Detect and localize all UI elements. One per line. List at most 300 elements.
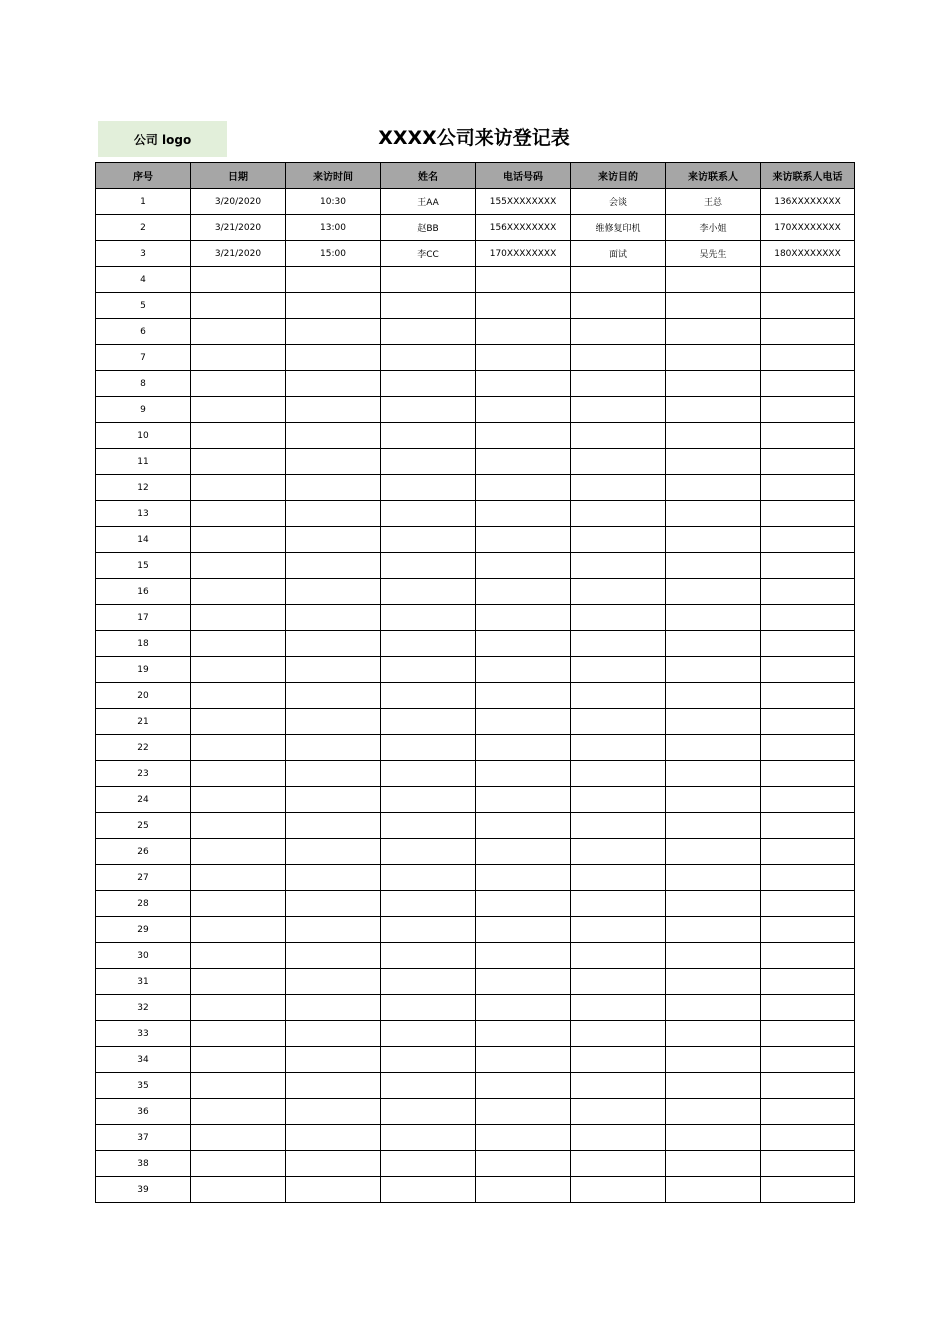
cell-phone	[476, 657, 571, 683]
cell-index: 37	[96, 1125, 191, 1151]
cell-phone	[476, 319, 571, 345]
cell-contact	[666, 631, 761, 657]
cell-purpose	[571, 319, 666, 345]
cell-index: 39	[96, 1177, 191, 1203]
cell-phone	[476, 813, 571, 839]
cell-phone	[476, 943, 571, 969]
cell-visit-time	[286, 1021, 381, 1047]
cell-contact	[666, 1151, 761, 1177]
cell-contact-phone: 136XXXXXXXX	[761, 189, 855, 215]
cell-index: 31	[96, 969, 191, 995]
table-row	[96, 371, 855, 397]
column-header-date: 日期	[191, 163, 286, 189]
table-row	[96, 501, 855, 527]
table-row	[96, 319, 855, 345]
table-row	[96, 813, 855, 839]
cell-name	[381, 1125, 476, 1151]
cell-name	[381, 787, 476, 813]
cell-date	[191, 891, 286, 917]
cell-contact	[666, 813, 761, 839]
cell-purpose	[571, 1021, 666, 1047]
cell-name	[381, 1021, 476, 1047]
cell-date	[191, 1047, 286, 1073]
cell-date	[191, 1021, 286, 1047]
cell-index: 24	[96, 787, 191, 813]
cell-purpose	[571, 657, 666, 683]
cell-phone	[476, 293, 571, 319]
cell-purpose	[571, 605, 666, 631]
cell-purpose: 面试	[571, 241, 666, 267]
cell-purpose	[571, 475, 666, 501]
cell-purpose	[571, 1099, 666, 1125]
cell-phone	[476, 527, 571, 553]
cell-phone: 155XXXXXXXX	[476, 189, 571, 215]
cell-date	[191, 475, 286, 501]
cell-contact-phone	[761, 501, 855, 527]
cell-phone	[476, 631, 571, 657]
cell-name	[381, 475, 476, 501]
cell-phone	[476, 579, 571, 605]
cell-phone	[476, 475, 571, 501]
cell-purpose	[571, 501, 666, 527]
cell-phone	[476, 891, 571, 917]
cell-date	[191, 839, 286, 865]
cell-date: 3/21/2020	[191, 241, 286, 267]
cell-contact-phone	[761, 969, 855, 995]
cell-name	[381, 813, 476, 839]
table-row	[96, 189, 855, 215]
cell-visit-time	[286, 449, 381, 475]
table-row	[96, 1177, 855, 1203]
cell-visit-time	[286, 423, 381, 449]
cell-purpose	[571, 839, 666, 865]
table-row	[96, 1073, 855, 1099]
column-header-contact-phone: 来访联系人电话	[761, 163, 855, 189]
cell-contact	[666, 865, 761, 891]
table-row	[96, 475, 855, 501]
cell-purpose	[571, 397, 666, 423]
cell-index: 4	[96, 267, 191, 293]
cell-contact-phone	[761, 527, 855, 553]
cell-name	[381, 553, 476, 579]
cell-contact	[666, 475, 761, 501]
table-row	[96, 1151, 855, 1177]
cell-name	[381, 683, 476, 709]
cell-date	[191, 1177, 286, 1203]
cell-purpose	[571, 891, 666, 917]
column-header-visit-time: 来访时间	[286, 163, 381, 189]
cell-date	[191, 1125, 286, 1151]
cell-visit-time	[286, 995, 381, 1021]
cell-contact	[666, 423, 761, 449]
cell-index: 30	[96, 943, 191, 969]
cell-contact-phone	[761, 1125, 855, 1151]
cell-name	[381, 969, 476, 995]
cell-contact-phone	[761, 813, 855, 839]
page-title: XXXX公司来访登记表	[378, 127, 570, 149]
table-row	[96, 293, 855, 319]
cell-contact	[666, 319, 761, 345]
cell-visit-time	[286, 813, 381, 839]
cell-visit-time	[286, 969, 381, 995]
cell-purpose	[571, 995, 666, 1021]
cell-index: 27	[96, 865, 191, 891]
cell-contact	[666, 293, 761, 319]
cell-contact-phone	[761, 475, 855, 501]
cell-date	[191, 709, 286, 735]
cell-index: 1	[96, 189, 191, 215]
table-body	[96, 189, 855, 1203]
cell-contact	[666, 1021, 761, 1047]
cell-purpose	[571, 1151, 666, 1177]
cell-contact-phone	[761, 293, 855, 319]
cell-name: 赵BB	[381, 215, 476, 241]
cell-name	[381, 501, 476, 527]
cell-visit-time	[286, 293, 381, 319]
cell-index: 28	[96, 891, 191, 917]
cell-index: 15	[96, 553, 191, 579]
column-header-purpose: 来访目的	[571, 163, 666, 189]
cell-contact-phone: 180XXXXXXXX	[761, 241, 855, 267]
table-row	[96, 605, 855, 631]
cell-contact-phone	[761, 319, 855, 345]
cell-visit-time	[286, 631, 381, 657]
cell-phone	[476, 267, 571, 293]
cell-name	[381, 319, 476, 345]
cell-contact: 吴先生	[666, 241, 761, 267]
table-row	[96, 761, 855, 787]
cell-phone	[476, 501, 571, 527]
cell-purpose	[571, 709, 666, 735]
cell-name	[381, 1099, 476, 1125]
cell-phone: 170XXXXXXXX	[476, 241, 571, 267]
cell-index: 13	[96, 501, 191, 527]
cell-name	[381, 293, 476, 319]
cell-contact-phone	[761, 423, 855, 449]
cell-contact-phone	[761, 579, 855, 605]
cell-contact	[666, 709, 761, 735]
cell-contact-phone	[761, 683, 855, 709]
cell-phone	[476, 1099, 571, 1125]
table-row	[96, 839, 855, 865]
cell-visit-time	[286, 553, 381, 579]
cell-index: 11	[96, 449, 191, 475]
cell-contact-phone	[761, 1047, 855, 1073]
cell-name	[381, 761, 476, 787]
cell-visit-time	[286, 735, 381, 761]
cell-contact	[666, 787, 761, 813]
cell-contact	[666, 891, 761, 917]
cell-contact	[666, 683, 761, 709]
cell-purpose	[571, 969, 666, 995]
cell-date	[191, 293, 286, 319]
column-header-contact: 来访联系人	[666, 163, 761, 189]
table-row	[96, 1047, 855, 1073]
cell-contact	[666, 839, 761, 865]
cell-contact	[666, 501, 761, 527]
table-row	[96, 527, 855, 553]
cell-index: 23	[96, 761, 191, 787]
cell-date	[191, 735, 286, 761]
cell-contact	[666, 969, 761, 995]
cell-contact-phone: 170XXXXXXXX	[761, 215, 855, 241]
column-header-phone: 电话号码	[476, 163, 571, 189]
cell-visit-time	[286, 267, 381, 293]
cell-date: 3/21/2020	[191, 215, 286, 241]
cell-index: 26	[96, 839, 191, 865]
cell-name	[381, 735, 476, 761]
cell-visit-time: 13:00	[286, 215, 381, 241]
cell-contact-phone	[761, 995, 855, 1021]
cell-contact	[666, 761, 761, 787]
table-row	[96, 215, 855, 241]
cell-phone	[476, 1021, 571, 1047]
cell-visit-time	[286, 1073, 381, 1099]
table-row	[96, 1125, 855, 1151]
cell-visit-time	[286, 657, 381, 683]
cell-index: 12	[96, 475, 191, 501]
cell-index: 8	[96, 371, 191, 397]
cell-index: 34	[96, 1047, 191, 1073]
cell-name	[381, 631, 476, 657]
cell-date	[191, 683, 286, 709]
cell-visit-time: 15:00	[286, 241, 381, 267]
cell-index: 32	[96, 995, 191, 1021]
cell-visit-time	[286, 891, 381, 917]
cell-date	[191, 969, 286, 995]
cell-visit-time	[286, 1099, 381, 1125]
cell-purpose	[571, 1125, 666, 1151]
cell-name: 李CC	[381, 241, 476, 267]
cell-date	[191, 501, 286, 527]
cell-date	[191, 319, 286, 345]
cell-date	[191, 657, 286, 683]
table-row	[96, 865, 855, 891]
table-row	[96, 267, 855, 293]
cell-date	[191, 267, 286, 293]
cell-purpose	[571, 449, 666, 475]
cell-contact	[666, 1099, 761, 1125]
table-row	[96, 631, 855, 657]
cell-visit-time	[286, 345, 381, 371]
cell-purpose	[571, 813, 666, 839]
cell-name	[381, 449, 476, 475]
cell-date	[191, 813, 286, 839]
cell-name	[381, 527, 476, 553]
cell-purpose	[571, 579, 666, 605]
cell-index: 38	[96, 1151, 191, 1177]
cell-contact	[666, 917, 761, 943]
table-row	[96, 345, 855, 371]
cell-name	[381, 1047, 476, 1073]
cell-date	[191, 423, 286, 449]
cell-contact-phone	[761, 1021, 855, 1047]
cell-date	[191, 1073, 286, 1099]
cell-index: 18	[96, 631, 191, 657]
cell-name	[381, 267, 476, 293]
cell-date	[191, 449, 286, 475]
cell-contact	[666, 995, 761, 1021]
cell-visit-time	[286, 943, 381, 969]
cell-index: 22	[96, 735, 191, 761]
cell-index: 17	[96, 605, 191, 631]
cell-purpose: 会谈	[571, 189, 666, 215]
cell-visit-time	[286, 319, 381, 345]
table-row	[96, 397, 855, 423]
cell-phone	[476, 709, 571, 735]
cell-purpose	[571, 371, 666, 397]
cell-contact-phone	[761, 787, 855, 813]
cell-index: 21	[96, 709, 191, 735]
cell-phone	[476, 1177, 571, 1203]
cell-index: 36	[96, 1099, 191, 1125]
cell-contact-phone	[761, 709, 855, 735]
cell-contact	[666, 943, 761, 969]
cell-phone	[476, 995, 571, 1021]
cell-contact-phone	[761, 1177, 855, 1203]
table-row	[96, 241, 855, 267]
cell-contact-phone	[761, 1073, 855, 1099]
cell-contact-phone	[761, 371, 855, 397]
cell-visit-time	[286, 865, 381, 891]
cell-visit-time	[286, 475, 381, 501]
cell-contact-phone	[761, 943, 855, 969]
cell-visit-time	[286, 1151, 381, 1177]
cell-contact	[666, 371, 761, 397]
cell-date	[191, 553, 286, 579]
cell-contact-phone	[761, 605, 855, 631]
cell-index: 20	[96, 683, 191, 709]
logo-label: 公司 logo	[133, 132, 192, 147]
cell-name	[381, 657, 476, 683]
cell-phone	[476, 553, 571, 579]
cell-date	[191, 605, 286, 631]
cell-contact	[666, 735, 761, 761]
cell-visit-time	[286, 839, 381, 865]
cell-visit-time	[286, 1125, 381, 1151]
column-header-index: 序号	[96, 163, 191, 189]
cell-phone	[476, 1125, 571, 1151]
cell-purpose	[571, 683, 666, 709]
cell-contact-phone	[761, 917, 855, 943]
cell-visit-time	[286, 1177, 381, 1203]
cell-contact-phone	[761, 345, 855, 371]
cell-contact-phone	[761, 631, 855, 657]
cell-purpose: 维修复印机	[571, 215, 666, 241]
cell-date	[191, 943, 286, 969]
cell-phone	[476, 865, 571, 891]
cell-visit-time: 10:30	[286, 189, 381, 215]
cell-date	[191, 995, 286, 1021]
cell-visit-time	[286, 787, 381, 813]
cell-contact-phone	[761, 657, 855, 683]
table-header-row	[96, 163, 855, 189]
company-logo-placeholder	[98, 121, 227, 157]
cell-phone	[476, 969, 571, 995]
cell-contact	[666, 1177, 761, 1203]
cell-date	[191, 787, 286, 813]
cell-contact	[666, 449, 761, 475]
cell-name	[381, 1073, 476, 1099]
cell-contact	[666, 657, 761, 683]
cell-purpose	[571, 1073, 666, 1099]
table-row	[96, 969, 855, 995]
cell-name	[381, 917, 476, 943]
cell-name	[381, 371, 476, 397]
cell-date	[191, 1151, 286, 1177]
cell-purpose	[571, 527, 666, 553]
cell-visit-time	[286, 579, 381, 605]
cell-purpose	[571, 267, 666, 293]
table-row	[96, 1099, 855, 1125]
cell-purpose	[571, 943, 666, 969]
cell-phone	[476, 605, 571, 631]
table-row	[96, 943, 855, 969]
cell-index: 6	[96, 319, 191, 345]
cell-contact-phone	[761, 761, 855, 787]
cell-phone	[476, 839, 571, 865]
cell-phone	[476, 449, 571, 475]
table-row	[96, 735, 855, 761]
cell-index: 2	[96, 215, 191, 241]
cell-phone	[476, 345, 571, 371]
cell-contact-phone	[761, 1151, 855, 1177]
cell-visit-time	[286, 1047, 381, 1073]
cell-index: 16	[96, 579, 191, 605]
cell-index: 19	[96, 657, 191, 683]
cell-date: 3/20/2020	[191, 189, 286, 215]
cell-phone	[476, 917, 571, 943]
cell-name	[381, 891, 476, 917]
visitor-register-table	[95, 162, 855, 1203]
cell-contact-phone	[761, 449, 855, 475]
cell-visit-time	[286, 709, 381, 735]
cell-index: 14	[96, 527, 191, 553]
cell-date	[191, 761, 286, 787]
table-row	[96, 449, 855, 475]
cell-contact	[666, 1047, 761, 1073]
cell-phone	[476, 1151, 571, 1177]
cell-phone	[476, 787, 571, 813]
cell-purpose	[571, 735, 666, 761]
cell-contact	[666, 527, 761, 553]
cell-date	[191, 865, 286, 891]
cell-name	[381, 709, 476, 735]
cell-name	[381, 1151, 476, 1177]
cell-contact-phone	[761, 267, 855, 293]
table-row	[96, 657, 855, 683]
cell-visit-time	[286, 605, 381, 631]
cell-name	[381, 839, 476, 865]
cell-phone	[476, 761, 571, 787]
cell-date	[191, 345, 286, 371]
cell-name	[381, 579, 476, 605]
cell-purpose	[571, 787, 666, 813]
cell-purpose	[571, 293, 666, 319]
cell-phone	[476, 397, 571, 423]
cell-purpose	[571, 761, 666, 787]
cell-date	[191, 397, 286, 423]
cell-visit-time	[286, 397, 381, 423]
cell-phone	[476, 371, 571, 397]
cell-contact	[666, 267, 761, 293]
cell-contact-phone	[761, 891, 855, 917]
table-row	[96, 683, 855, 709]
cell-phone	[476, 735, 571, 761]
cell-purpose	[571, 865, 666, 891]
cell-contact-phone	[761, 397, 855, 423]
table-row	[96, 787, 855, 813]
